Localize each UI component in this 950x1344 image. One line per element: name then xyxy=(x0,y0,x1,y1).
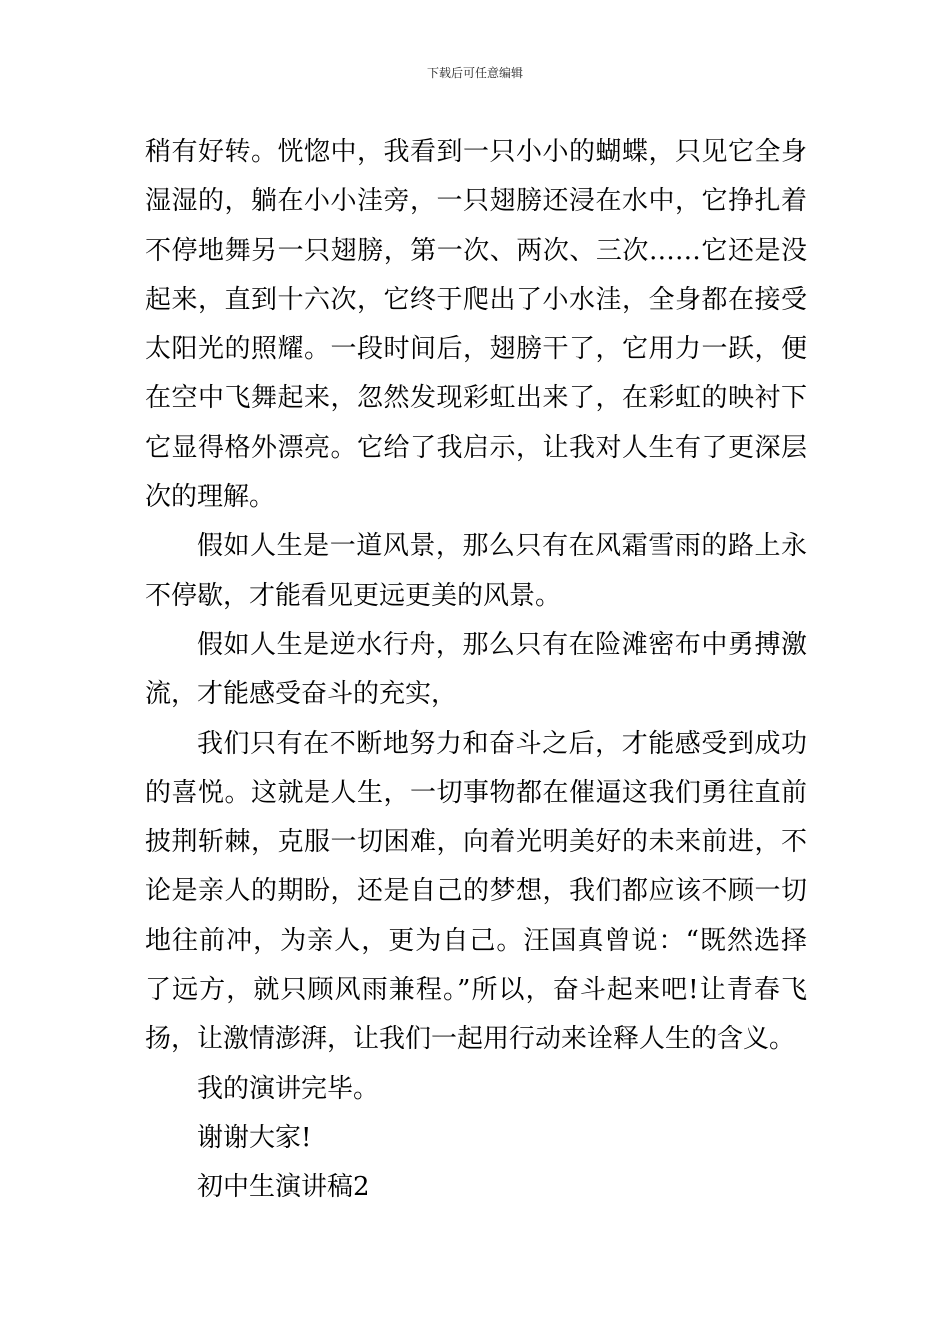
paragraph-against-current: 假如人生是逆水行舟，那么只有在险滩密布中勇搏激流，才能感受奋斗的充实， xyxy=(145,629,807,710)
paragraph-speech-end: 我的演讲完毕。 xyxy=(197,1073,380,1104)
document-body xyxy=(145,128,807,1213)
paragraph-thanks: 谢谢大家! xyxy=(197,1122,312,1153)
paragraph-struggle: 我们只有在不断地努力和奋斗之后，才能感受到成功的喜悦。这就是人生，一切事物都在催逼这我们勇往直前披荆斩棘，克服一切困难，向着光明美好的未来前进，不论是亲人的期盼，还是自己的梦想，我们都应该不顾一切地往前冲，为亲人，更为自己。汪国真曾说：“既然选择了远方，就只顾风雨兼程。”所以，奋斗起来吧!让青春飞扬，让激情澎湃，让我们一起用行动来诠释人生的含义。 xyxy=(145,728,807,1055)
paragraph-continuation: 稍有好转。恍惚中，我看到一只小小的蝴蝶，只见它全身湿湿的，躺在小小洼旁，一只翅膀还浸在水中，它挣扎着不停地舞另一只翅膀，第一次、两次、三次……它还是没起来，直到十六次，它终于爬出了小水洼，全身都在接受太阳光的照耀。一段时间后，翅膀干了，它用力一跃，便在空中飞舞起来，忽然发现彩虹出来了，在彩虹的映衬下它显得格外漂亮。它给了我启示，让我对人生有了更深层次的理解。 xyxy=(145,137,807,513)
section-title: 初中生演讲稿2 xyxy=(197,1172,370,1203)
paragraph-scenery: 假如人生是一道风景，那么只有在风霜雪雨的路上永不停歇，才能看见更远更美的风景。 xyxy=(145,531,807,611)
page-header: 下载后可任意编辑 xyxy=(426,66,523,80)
